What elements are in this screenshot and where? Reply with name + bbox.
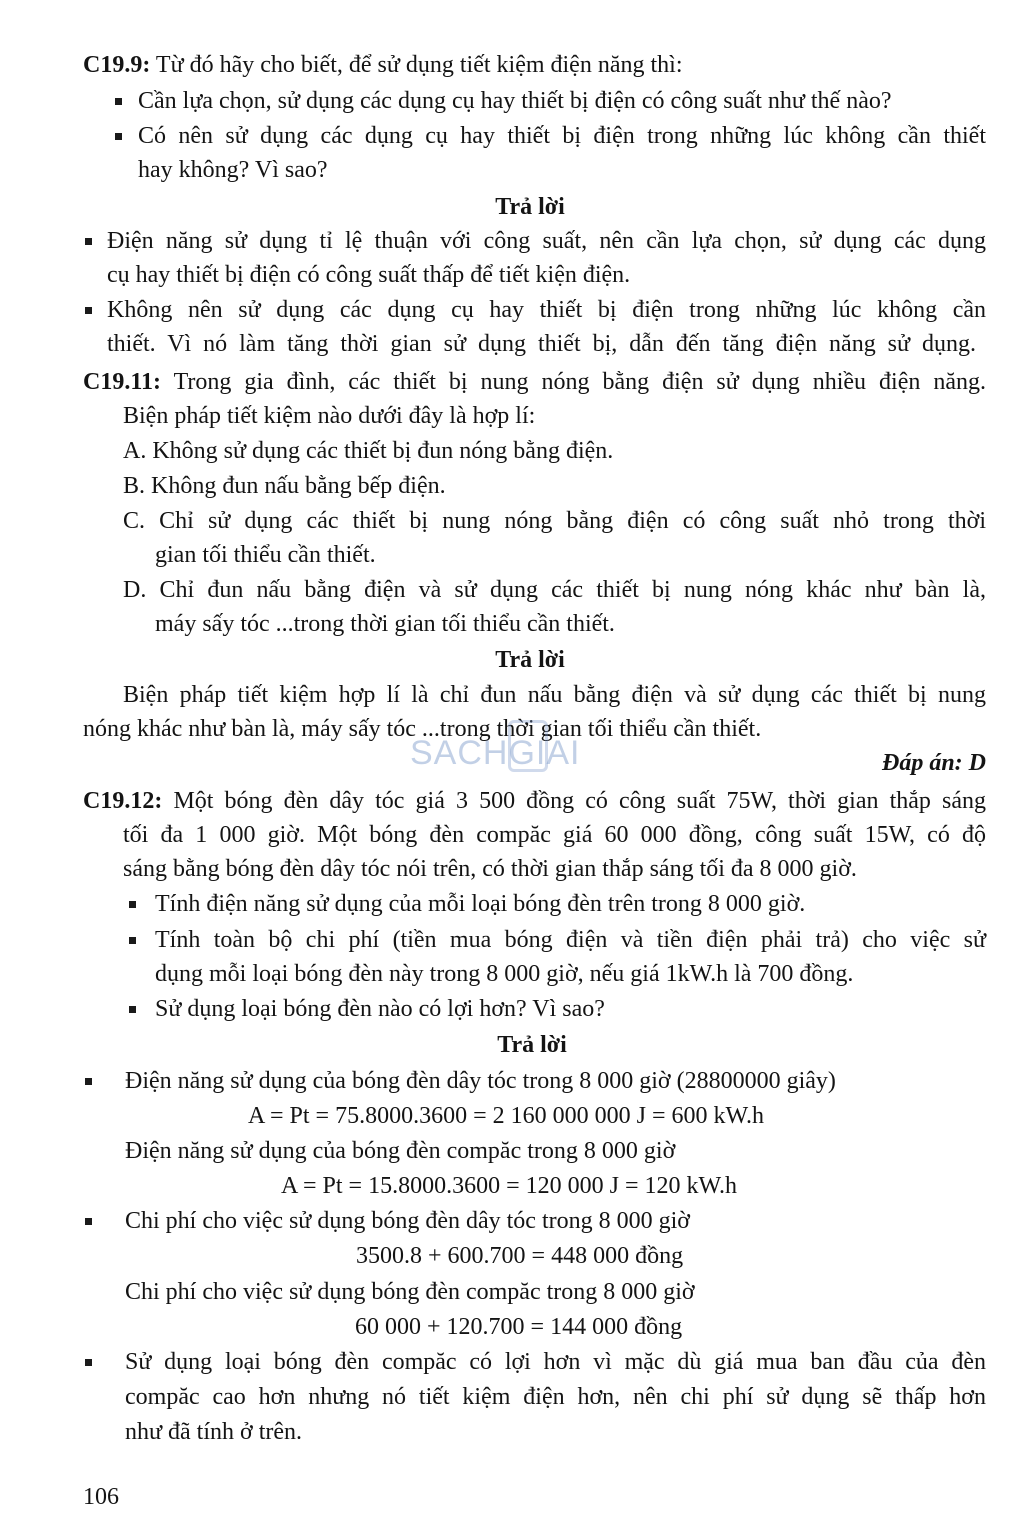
bullet-icon: [85, 1359, 92, 1366]
bullet-icon: [129, 901, 136, 908]
option-d-cont: máy sấy tóc ...trong thời gian tối thiểu cần thiết.: [155, 611, 615, 637]
question-bullet: Tính điện năng sử dụng của mỗi loại bóng đèn trên trong 8 000 giờ.: [155, 891, 806, 917]
option-d: D. Chỉ đun nấu bằng điện và sử dụng các thiết bị nung nóng khác như bàn là,: [123, 577, 986, 603]
answer-bullet: Không nên sử dụng các dụng cụ hay thiết bị điện trong những lúc không cần: [107, 297, 986, 323]
bullet-icon: [129, 937, 136, 944]
answer-bullet-cont: thiết. Vì nó làm tăng thời gian sử dụng thiết bị, dẫn đến tăng điện năng sử dụng.: [107, 331, 976, 357]
question-text: sáng bằng bóng đèn dây tóc nói trên, có thời gian thắp sáng tối đa 8 000 giờ.: [123, 856, 857, 882]
answer-heading: Trả lời: [495, 194, 565, 220]
question-number: C19.9:: [83, 52, 151, 78]
bullet-icon: [85, 1218, 92, 1225]
question-text: Từ đó hãy cho biết, để sử dụng tiết kiệm điện năng thì:: [155, 52, 683, 78]
question-c19-12-intro: [83, 786, 986, 816]
option-c: C. Chỉ sử dụng các thiết bị nung nóng bằng điện có công suất nhỏ trong thời: [123, 508, 986, 534]
answer-key: Đáp án: D: [881, 750, 986, 776]
bullet-icon: [85, 1078, 92, 1085]
question-bullet: Cần lựa chọn, sử dụng các dụng cụ hay thiết bị điện có công suất như thế nào?: [138, 88, 892, 114]
bullet-icon: [85, 307, 92, 314]
question-text: Trong gia đình, các thiết bị nung nóng bằng điện sử dụng nhiều điện năng.: [173, 369, 986, 395]
question-bullet-cont: hay không? Vì sao?: [138, 157, 328, 183]
option-a: A. Không sử dụng các thiết bị đun nóng bằng điện.: [123, 438, 614, 464]
answer-bullet: Điện năng sử dụng tỉ lệ thuận với công suất, nên cần lựa chọn, sử dụng các dụng: [107, 228, 986, 254]
question-bullet-cont: dụng mỗi loại bóng đèn này trong 8 000 giờ, nếu giá 1kW.h là 700 đồng.: [155, 961, 854, 987]
bullet-icon: [115, 98, 122, 105]
answer-heading: Trả lời: [495, 647, 565, 673]
answer-conclusion-cont: compăc cao hơn nhưng nó tiết kiệm điện hơn, nên chi phí sử dụng sẽ thấp hơn: [125, 1384, 986, 1410]
question-c19-11-intro: [83, 367, 986, 397]
answer-formula: A = Pt = 15.8000.3600 = 120 000 J = 120 kW.h: [281, 1173, 737, 1199]
question-bullet: Sử dụng loại bóng đèn nào có lợi hơn? Vì sao?: [155, 996, 605, 1022]
answer-conclusion: Sử dụng loại bóng đèn compăc có lợi hơn vì mặc dù giá mua ban đầu của đèn: [125, 1349, 986, 1375]
answer-text: Biện pháp tiết kiệm hợp lí là chỉ đun nấu bằng điện và sử dụng các thiết bị nung: [123, 682, 986, 708]
question-bullet: Tính toàn bộ chi phí (tiền mua bóng điện và tiền điện phải trả) cho việc sử: [155, 927, 986, 953]
answer-formula: 60 000 + 120.700 = 144 000 đồng: [355, 1314, 683, 1340]
answer-text-cont: nóng khác như bàn là, máy sấy tóc ...trong thời gian tối thiểu cần thiết.: [83, 716, 762, 742]
answer-statement: Chi phí cho việc sử dụng bóng đèn compăc trong 8 000 giờ: [125, 1279, 695, 1305]
watermark-logo: [410, 720, 645, 776]
answer-statement: Điện năng sử dụng của bóng đèn dây tóc trong 8 000 giờ (28800000 giây): [125, 1068, 836, 1094]
bullet-icon: [85, 238, 92, 245]
answer-conclusion-cont: như đã tính ở trên.: [125, 1419, 302, 1445]
question-text: Một bóng đèn dây tóc giá 3 500 đồng có công suất 75W, thời gian thắp sáng: [173, 788, 987, 814]
answer-bullet-cont: cụ hay thiết bị điện có công suất thấp để tiết kiện điện.: [107, 262, 631, 288]
question-number: C19.11:: [83, 369, 161, 395]
answer-formula: 3500.8 + 600.700 = 448 000 đồng: [356, 1243, 684, 1269]
answer-statement: Chi phí cho việc sử dụng bóng đèn dây tóc trong 8 000 giờ: [125, 1208, 690, 1234]
option-c-cont: gian tối thiểu cần thiết.: [155, 542, 376, 568]
question-bullet: Có nên sử dụng các dụng cụ hay thiết bị điện trong những lúc không cần thiết: [138, 123, 986, 149]
answer-statement: Điện năng sử dụng của bóng đèn compăc trong 8 000 giờ: [125, 1138, 676, 1164]
question-text: tối đa 1 000 giờ. Một bóng đèn compăc giá 60 000 đồng, công suất 15W, có độ: [123, 822, 986, 848]
question-text: Biện pháp tiết kiệm nào dưới đây là hợp lí:: [123, 403, 536, 429]
answer-formula: A = Pt = 75.8000.3600 = 2 160 000 000 J = 600 kW.h: [248, 1103, 764, 1129]
bullet-icon: [129, 1006, 136, 1013]
bullet-icon: [115, 133, 122, 140]
answer-heading: Trả lời: [497, 1032, 567, 1058]
option-b: B. Không đun nấu bằng bếp điện.: [123, 473, 446, 499]
page-number: 106: [83, 1484, 119, 1510]
question-c19-9-intro: [83, 50, 683, 80]
question-number: C19.12:: [83, 788, 163, 814]
watermark-text: SACHGIAI: [410, 734, 581, 772]
